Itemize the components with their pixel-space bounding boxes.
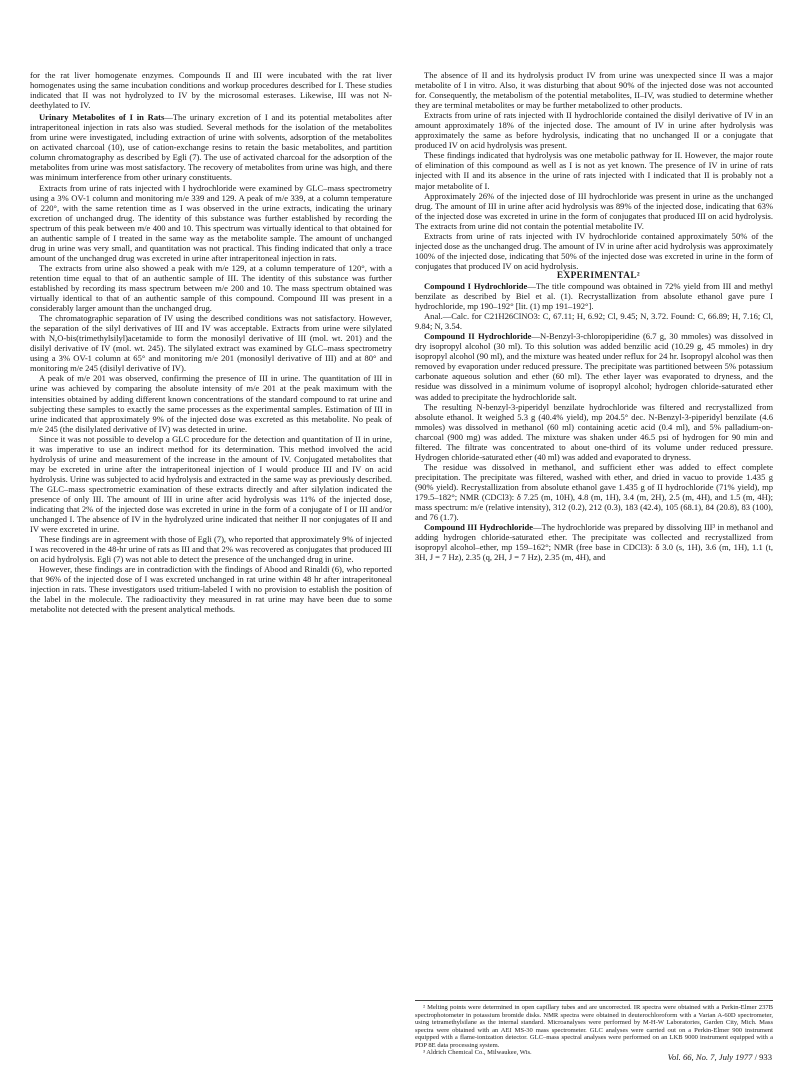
paragraph: However, these findings are in contradiction with the findings of Abood and Rinaldi (6), who reported that 96% of the injected dose of I was excreted unchanged in rat urine within 48 hr after intraperitoneal injection in rats. These investigators used tritium-labeled I with no provision to establish the position of the label in the molecule. The radioactivity they measured in rat urine may have been due to some metabolite not detected with the present analytical methods. [30,564,392,615]
section-heading: EXPERIMENTAL² [556,270,641,281]
right-column [415,70,773,562]
paragraph: Extracts from urine of rats injected with I hydrochloride were examined by GLC–mass spectrometry using a 3% OV-1 column and monitoring m/e 339 and 129. A peak of m/e 339, at a column temperature of 220°, with the same retention time as I was observed in the urine extracts, indicating the urinary excretion of unchanged drug. The identity of this substance was further established by recording the spectrum of this peak between m/e 400 and 10. This spectrum was virtually identical to that obtained for an authentic sample of I treated in the same way as the metabolite sample. The amount of unchanged drug in urine was very small, and quantitation was not practical. This finding indicated that only a trace amount of the unchanged drug was excreted in urine after intraperitoneal injection in rats. [30,182,392,263]
paragraph: A peak of m/e 201 was observed, confirming the presence of III in urine. The quantitation of III in urine was achieved by comparing the absolute intensity of m/e 201 at the peak maximum with the intensities obtained by adding different known concentrations of the standard compound to rat urine and subjecting these samples to exactly the same processes as the experimental samples. Estimation of III in urine indicated that approximately 9% of the injected dose was excreted as this metabolite. No peak of m/e 245 (the disilylated derivative of IV) was detected in urine. [30,373,392,434]
paragraph: The chromatographic separation of IV using the described conditions was not satisfactory. However, the separation of the silyl derivatives of III and IV was acceptable. Extracts from urine were silylated with N,O-bis(trimethylsilyl)acetamide to form the monosilyl derivative of III (mol. wt. 201) and the disilyl derivative of IV (mol. wt. 245). The silylated extract was examined by GLC–mass spectrometry using a 3% OV-1 column at 65° and monitoring m/e 201 (monosilyl derivative of III) and at 80° and monitoring m/e 245 (disilyl derivative of IV). [30,313,392,374]
journal-citation: Vol. 66, No. 7, July 1977 [667,1052,753,1062]
left-column [30,70,392,615]
paragraph [415,281,773,311]
paragraph: for the rat liver homogenate enzymes. Compounds II and III were incubated with the rat liver homogenates using the same incubation conditions and workup procedures described for I. These studies indicated that II was not hydrolyzed to IV by the microsomal esterases. Likewise, III was not N-deethylated to IV. [30,70,392,111]
paragraph [30,112,392,182]
footnotes [415,1000,773,1057]
paragraph: Extracts from urine of rats injected with II hydrochloride contained the disilyl derivative of IV in an amount approximately 18% of the injected dose. The amount of IV in urine after hydrolysis was approximately the same as before hydrolysis, indicating that no unchanged II or a conjugate that produced IV on acid hydrolysis was present. [415,110,773,151]
run-in-heading: Compound II Hydrochloride [424,331,532,342]
run-in-heading: Compound I Hydrochloride [424,280,528,291]
paragraph: Since it was not possible to develop a GLC procedure for the detection and quantitation of II in urine, it was imperative to use an indirect method for its determination. This method involved the acid hydrolysis of urine and measurement of the increase in the amount of IV. Conjugated metabolites that may be excreted in urine after the intraperitoneal injection of I would produce III and IV on acid hydrolysis. Urine was subjected to acid hydrolysis and extracted in the same way as previously described. The GLC–mass spectrometric examination of these extracts directly and after silylation indicated the presence of only III. The amount of III in urine after acid hydrolysis was 11% of the injected dose, indicating that 2% of the injected dose was excreted in urine in the form of a conjugate of I or III and/or unchanged I. The absence of IV in the hydrolyzed urine indicated that neither II nor conjugates of II and IV were excreted in urine. [30,433,392,535]
footnote: ³ Aldrich Chemical Co., Milwaukee, Wis. [423,1049,532,1057]
paragraph [415,522,773,562]
paragraph: Extracts from urine of rats injected with IV hydrochloride contained approximately 50% of the injected dose as the unchanged drug. The amount of IV in urine after acid hydrolysis was approximately 100% of the injected dose, indicating that 50% of the injected dose was excreted in urine in the form of conjugates that produced IV on acid hydrolysis. [415,230,773,271]
run-in-heading: Urinary Metabolites of I in Rats [39,112,165,123]
analysis-line: Anal.—Calc. for C21H26ClNO3: C, 67.11; H, 6.92; Cl, 9.45; N, 3.72. Found: C, 66.89; H, 7.16; Cl, 9.84; N, 3.54. [415,311,773,332]
paragraph: These findings indicated that hydrolysis was one metabolic pathway for II. However, the major route of elimination of this compound as well as I is not as yet known. The presence of IV in urine of rats injected with II and its absence in the urine of rats injected with I indicated that II is probably not a major metabolite of I. [415,150,773,191]
run-in-heading: Compound III Hydrochloride [424,522,534,533]
paragraph [415,331,773,401]
paragraph-text: —The title compound was obtained in 72% yield from III and methyl benzilate as described by Biel et al. (1). Recrystallization from absolute ethanol gave pure I hydrochloride, mp 190–192° [lit. (1) mp 191–192°]. [415,280,774,312]
page-footer [600,1052,772,1062]
footnote: ² Melting points were determined in open capillary tubes and are uncorrected. IR spectra were obtained with a Perkin-Elmer 237B spectrophotometer in potassium bromide disks. NMR spectra were obtained in deuterochloroform with a Varian A-60D spectrometer, using tetramethylsilane as the internal standard. Microanalyses were performed by M-H-W Laboratories, Garden City, Mich. Mass spectra were obtained with an AEI MS-30 mass spectrometer. GLC analyses were carried out on a Perkin-Elmer 900 instrument equipped with a flame-ionization detector. GLC–mass spectral analyses were performed on an LKB 9000 instrument equipped with a PDP 8E data processing system. [415,1004,773,1049]
page-number: / 933 [752,1052,772,1062]
paragraph: These findings are in agreement with those of Egli (7), who reported that approximately 9% of injected I was recovered in the 48-hr urine of rats as III and that 2% was recovered as conjugates that produced III on acid hydrolysis. Egli (7) was not able to detect the presence of the unchanged drug in urine. [30,534,392,565]
paragraph-text: —The hydrochloride was prepared by dissolving III³ in methanol and adding hydrogen chloride-saturated ether. The precipitate was collected and recrystallized from isopropyl alcohol–ether, mp 159–162°; NMR (free base in CDCl3): δ 3.0 (s, 1H), 3.6 (m, 1H), 1.1 (t, 3H, J = 7 Hz), 2.35 (q, 2H, J = 7 Hz), 2.35 (m, 4H), and [415,522,773,563]
paragraph-text: —The urinary excretion of I and its potential metabolites after intraperitoneal injection in rats also was studied. Several methods for the isolation of the metabolites from urine were investigated, including extraction of urine with solvents, adsorption of the metabolites on activated charcoal (10), use of cation-exchange resins to retain the basic metabolites, and partition column chromatography as described by Egli (7). The use of activated charcoal for the adsorption of the metabolites from urine was most satisfactory. The recovery of metabolites from urine was high, and there was minimum interference from other urinary constituents. [30,112,392,183]
paragraph: Approximately 26% of the injected dose of III hydrochloride was present in urine as the unchanged drug. The amount of III in urine after acid hydrolysis was 89% of the injected dose, indicating that 63% of the injected dose was excreted in urine in the form of conjugates that produced III on acid hydrolysis. The extracts from urine did not contain the potential metabolite IV. [415,190,773,231]
paragraph: The resulting N-benzyl-3-piperidyl benzilate hydrochloride was filtered and recrystallized from absolute ethanol. It weighed 5.3 g (40.4% yield), mp 204.5° dec. N-Benzyl-3-piperidyl benzilate (4.6 mmoles) was dissolved in methanol (60 ml) containing acetic acid (0.4 ml), and 5% palladium-on-charcoal (900 mg) was added. The mixture was shaken under 46.5 psi of hydrogen for 90 min and filtered. The filtrate was concentrated to about one-third of its volume under reduced pressure. Hydrogen chloride-saturated ether (40 ml) was added and evaporated to dryness. [415,401,773,462]
paragraph: The absence of II and its hydrolysis product IV from urine was unexpected since II was a major metabolite of I in vitro. Also, it was disturbing that about 90% of the injected dose was not accounted for. Consequently, the metabolism of the potential metabolites, II–IV, was studied to determine whether they are terminal metabolites or may be further metabolized to other products. [415,70,773,111]
paragraph: The extracts from urine also showed a peak with m/e 129, at a column temperature of 120°, with a retention time equal to that of an authentic sample of III. The identity of this substance was further established by recording its mass spectrum between m/e 200 and 10. The mass spectrum obtained was virtually identical to that of an authentic sample of this compound. Compound III was present in a considerably larger amount than the unchanged drug. [30,262,392,314]
paragraph: The residue was dissolved in methanol, and sufficient ether was added to effect complete precipitation. The precipitate was filtered, washed with ether, and dried in vacuo to provide 1.435 g (90% yield). Recrystallization from absolute ethanol gave 1.435 g of II hydrochloride (71% yield), mp 179.5–182°; NMR (CDCl3): δ 7.25 (m, 10H), 4.8 (m, 1H), 3.4 (m, 2H), 2.5 (m, 4H), and 1.5 (m, 4H); mass spectrum: m/e (relative intensity), 312 (0.2), 212 (0.3), 183 (42.4), 105 (68.1), 84 (20.8), 83 (100), and 76 (1.7). [415,461,773,523]
paragraph-text: —N-Benzyl-3-chloropiperidine (6.7 g, 30 mmoles) was dissolved in dry isopropyl alcohol (30 ml). To this solution was added benzilic acid (10.29 g, 45 mmoles) in dry isopropyl alcohol (90 ml), and the mixture was heated under reflux for 24 hr. Isopropyl alcohol was then removed by evaporation under reduced pressure. The precipitate was partitioned between 5% potassium carbonate aqueous solution and ether (60 ml). The ether layer was evaporated to dryness, and the residue was dissolved in a minimum volume of isopropyl alcohol; hydrogen chloride-saturated ether was added to precipitate the hydrochloride salt. [415,331,773,402]
